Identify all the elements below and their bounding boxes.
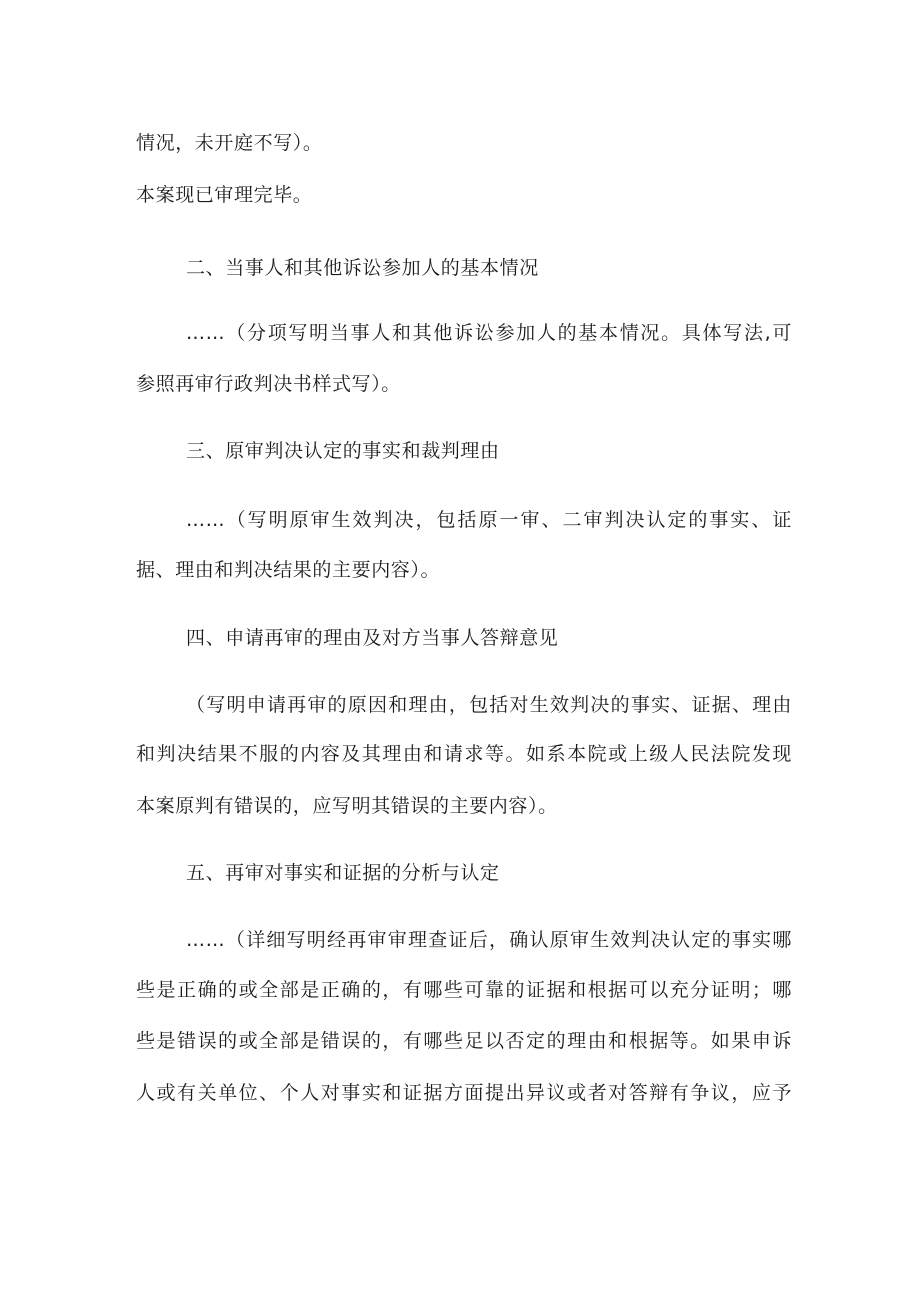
text-line: 据、理由和判决结果的主要内容）。 bbox=[136, 559, 441, 581]
text-line: （写明申请再审的原因和理由，包括对生效判决的事实、证据、理由 bbox=[186, 694, 792, 716]
section-heading: 四、申请再审的理由及对方当事人答辩意见 bbox=[186, 627, 559, 649]
section-heading: 五、再审对事实和证据的分析与认定 bbox=[186, 862, 500, 884]
text-line: 参照再审行政判决书样式写）。 bbox=[136, 373, 401, 395]
text-line: ……（写明原审生效判决，包括原一审、二审判决认定的事实、证 bbox=[186, 509, 792, 531]
text-line: 些是错误的或全部是错误的，有哪些足以否定的理由和根据等。如果申诉 bbox=[136, 1030, 792, 1052]
text-line: ……（详细写明经再审审理查证后，确认原审生效判决认定的事实哪 bbox=[186, 929, 792, 951]
text-line: 些是正确的或全部是正确的，有哪些可靠的证据和根据可以充分证明；哪 bbox=[136, 979, 792, 1001]
section-heading: 二、当事人和其他诉讼参加人的基本情况 bbox=[186, 257, 539, 279]
text-line: 本案原判有错误的，应写明其错误的主要内容）。 bbox=[136, 795, 558, 817]
text-line: ……（分项写明当事人和其他诉讼参加人的基本情况。具体写法,可 bbox=[186, 322, 792, 344]
text-line: 本案现已审理完毕。 bbox=[136, 184, 313, 206]
text-line: 人或有关单位、个人对事实和证据方面提出异议或者对答辩有争议，应予 bbox=[136, 1082, 792, 1104]
text-line: 和判决结果不服的内容及其理由和请求等。如系本院或上级人民法院发现 bbox=[136, 743, 792, 765]
section-heading: 三、原审判决认定的事实和裁判理由 bbox=[186, 440, 500, 462]
text-line: 情况，未开庭不写）。 bbox=[136, 132, 323, 154]
